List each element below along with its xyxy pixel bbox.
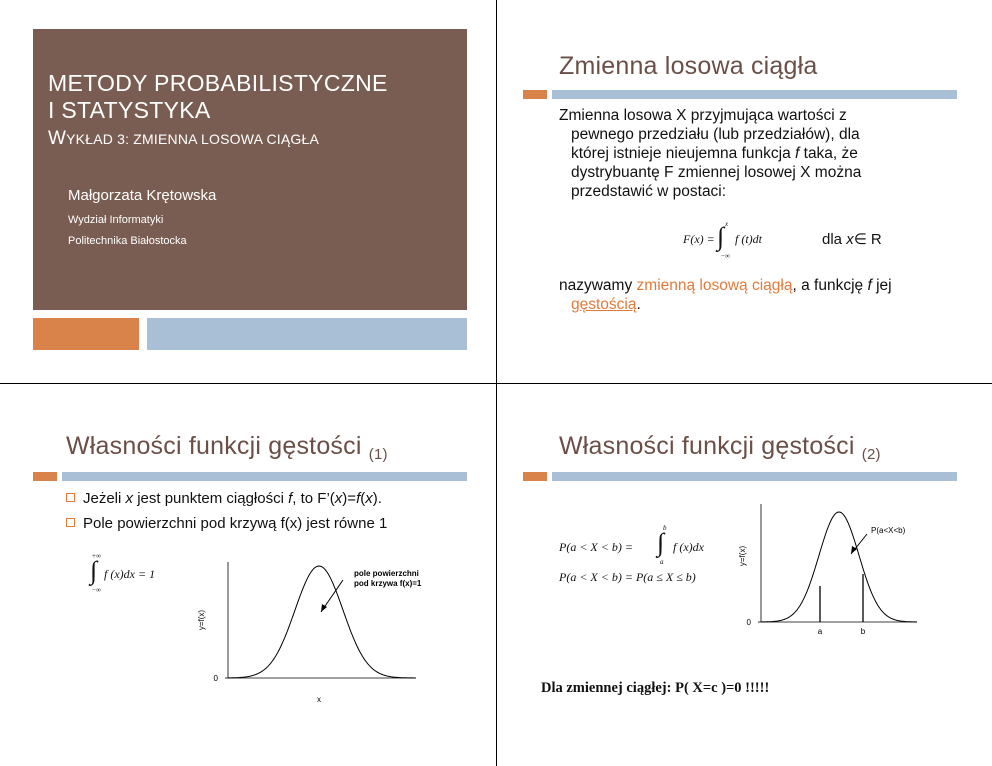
accent-orange-bar [523, 472, 547, 481]
formula-expression: f (x)dx = 1 [104, 567, 156, 581]
accent-blue-bar [552, 472, 957, 481]
title-line-1: METODY PROBABILISTYCZNE [48, 70, 388, 96]
definition-line: pewnego przedziału (lub przedziałów), dla [571, 126, 860, 143]
formula-equality: P(a < X < b) = P(a ≤ X ≤ b) [559, 570, 696, 584]
slide-definition [497, 0, 992, 384]
slide-heading [559, 432, 881, 463]
slide-density-properties-2 [497, 384, 992, 766]
text-run: taka, że [799, 145, 858, 162]
integral-lower-limit: a [660, 558, 664, 566]
highlight-term: gęstością [571, 296, 637, 313]
definition-line [559, 144, 861, 163]
accent-blue-bar [552, 90, 957, 99]
probability-formula [559, 524, 739, 594]
bullet-item [66, 515, 387, 532]
y-zero-label: 0 [746, 618, 751, 627]
text-run: Pole powierzchni pod krzywą f(x) jest równe 1 [83, 515, 388, 532]
text-run: jej [871, 277, 892, 294]
highlight-term: zmienną losową ciągłą [636, 277, 793, 294]
subtitle-cap: W [48, 128, 67, 149]
text-run: x [846, 231, 854, 248]
text-run: f [867, 277, 872, 294]
x-axis-label: x [317, 695, 321, 704]
plot-annotation: P(a<X<b) [871, 526, 906, 535]
text-run: x [125, 490, 134, 507]
heading-subscript: (2) [861, 446, 881, 463]
text-run: której istnieje nieujemna funkcja [571, 145, 796, 162]
presentation-title [48, 70, 388, 124]
heading-text: Własności funkcji gęstości [559, 432, 855, 460]
y-axis-label: y=f(x) [197, 609, 206, 631]
formula-lhs: F(x) = [683, 232, 715, 246]
text-run: f [795, 145, 800, 162]
text-run: ∈ R [853, 231, 882, 248]
x-label-a: a [817, 627, 823, 636]
heading-text: Własności funkcji gęstości [66, 432, 362, 460]
conclusion-text [559, 276, 979, 314]
definition-text [559, 106, 861, 201]
accent-blue-block [147, 318, 467, 350]
formula-lhs: P(a < X < b) = [559, 540, 633, 554]
accent-orange-bar [523, 90, 547, 99]
text-run: ). [372, 490, 382, 507]
definition-line: Zmienna losowa X przyjmująca wartości z [559, 107, 847, 124]
heading-subscript: (1) [368, 446, 388, 463]
definition-line: dystrybuantę F zmiennej losowej X można [571, 164, 862, 181]
lecture-subtitle [48, 128, 319, 150]
text-run: x [365, 490, 373, 507]
accent-blue-bar [62, 472, 467, 481]
plot-annotation-line2: pod krzywa f(x)=1 [354, 579, 422, 588]
text-run: dla [822, 231, 847, 248]
definition-line: przedstawić w postaci: [571, 183, 727, 200]
integral-sign-icon: ∫ [717, 222, 725, 251]
integral-lower-limit: −∞ [721, 252, 730, 260]
title-line-2: I STATYSTYKA [48, 97, 211, 123]
text-run: , a funkcję [792, 277, 868, 294]
probability-plot [737, 496, 927, 646]
text-run: f [356, 490, 361, 507]
text-run: f [288, 490, 293, 507]
slide-title-page [0, 0, 497, 384]
text-run: . [636, 296, 641, 313]
slide-heading: Zmienna losowa ciągła [559, 52, 818, 80]
university-name: Politechnika Białostocka [68, 235, 187, 247]
formula-integrand: f (t)dt [735, 232, 762, 246]
text-run: , to F’( [292, 490, 335, 507]
integral-sign-icon: ∫ [657, 528, 665, 557]
subtitle-rest: YKŁAD 3: ZMIENNA LOSOWA CIĄGŁA [66, 131, 320, 147]
integral-lower-limit: −∞ [92, 586, 101, 594]
conclusion-line [559, 295, 979, 314]
bullet-square-icon [66, 493, 75, 502]
density-plot [188, 552, 428, 712]
formula-condition [822, 230, 882, 248]
y-axis-label: y=f(x) [738, 545, 747, 567]
bullet-square-icon [66, 518, 75, 527]
conclusion-line [559, 276, 979, 295]
accent-orange-bar [33, 472, 57, 481]
text-run: ( [360, 490, 366, 507]
plot-annotation-line1: pole powierzchni [354, 569, 419, 578]
text-run: )= [342, 490, 357, 507]
faculty-name: Wydział Informatyki [68, 214, 164, 226]
y-zero-label: 0 [213, 674, 218, 683]
slide-heading [66, 432, 388, 463]
text-run: jest punktem ciągłości [133, 490, 289, 507]
text-run: nazywamy [559, 277, 637, 294]
integral-upper-limit: x [725, 220, 729, 228]
distribution-formula [683, 222, 943, 262]
continuous-variable-note: Dla zmiennej ciągłej: P( X=c )=0 !!!!! [541, 680, 770, 696]
author-name: Małgorzata Krętowska [68, 187, 217, 204]
integral-upper-limit: +∞ [92, 552, 101, 560]
x-label-b: b [860, 627, 866, 636]
accent-orange-block [33, 318, 139, 350]
integral-sign-icon: ∫ [90, 556, 98, 585]
text-run: Jeżeli [83, 490, 126, 507]
bullet-item [66, 490, 382, 507]
slide-density-properties-1 [0, 384, 497, 766]
text-run: x [334, 490, 343, 507]
integral-upper-limit: b [663, 524, 667, 532]
formula-integrand: f (x)dx [673, 540, 704, 554]
